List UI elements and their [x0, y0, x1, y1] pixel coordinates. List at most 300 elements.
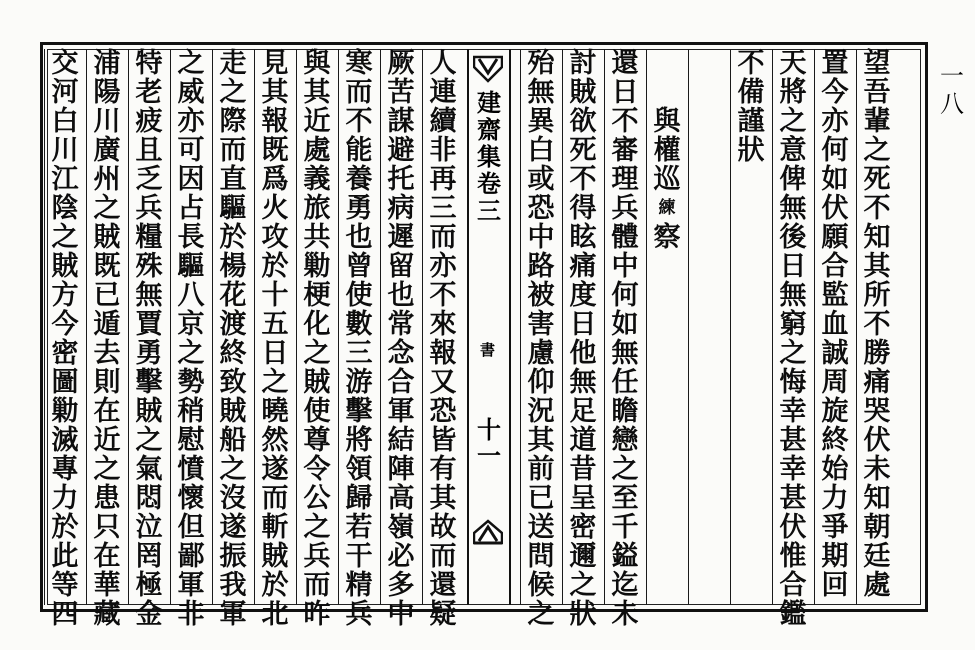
- band-section: 書: [480, 341, 496, 359]
- glyph: 窮: [779, 309, 807, 340]
- glyph: 之: [261, 367, 289, 398]
- glyph: 三: [429, 193, 457, 224]
- band-title-glyph: 集: [477, 142, 501, 171]
- glyph: 瞻: [611, 396, 639, 427]
- glyph: 與: [303, 48, 331, 79]
- text-column-9: [521, 48, 561, 630]
- glyph: 無: [135, 280, 163, 311]
- glyph: 賊: [93, 222, 121, 253]
- glyph: 而: [261, 483, 289, 514]
- glyph: 候: [527, 570, 555, 601]
- glyph: 異: [527, 106, 555, 137]
- glyph: 勦: [51, 396, 79, 427]
- glyph: 之: [219, 77, 247, 108]
- glyph: 來: [429, 309, 457, 340]
- column-rule: [296, 49, 297, 605]
- glyph: 於: [51, 512, 79, 543]
- glyph: 在: [93, 396, 121, 427]
- glyph: 無: [611, 338, 639, 369]
- glyph: 但: [177, 512, 205, 543]
- glyph: 鎰: [611, 541, 639, 572]
- glyph: 無: [569, 367, 597, 398]
- glyph: 賊: [569, 77, 597, 108]
- glyph: 如: [611, 309, 639, 340]
- glyph: 終: [219, 338, 247, 369]
- glyph: 惟: [779, 541, 807, 572]
- glyph: 中: [527, 222, 555, 253]
- glyph: 後: [779, 222, 807, 253]
- band-title-glyph: 三: [477, 196, 501, 225]
- glyph: 擊: [345, 396, 373, 427]
- glyph: 游: [345, 367, 373, 398]
- glyph: 藏: [93, 599, 121, 630]
- glyph: 近: [93, 425, 121, 456]
- glyph: 威: [177, 77, 205, 108]
- glyph: 勝: [863, 338, 891, 369]
- glyph: 誠: [821, 338, 849, 369]
- glyph: 攻: [261, 222, 289, 253]
- glyph: 之: [779, 106, 807, 137]
- glyph: 方: [51, 280, 79, 311]
- fish-tail-bottom-icon: [473, 519, 503, 545]
- glyph: 憤: [177, 454, 205, 485]
- glyph: 知: [863, 483, 891, 514]
- glyph: 去: [93, 338, 121, 369]
- glyph: 無: [779, 193, 807, 224]
- glyph: 之: [93, 193, 121, 224]
- glyph: 爭: [821, 512, 849, 543]
- glyph: 能: [345, 135, 373, 166]
- glyph: 三: [345, 338, 373, 369]
- band-title: [469, 89, 509, 224]
- glyph: 今: [51, 309, 79, 340]
- glyph: 討: [569, 48, 597, 79]
- glyph: 令: [303, 454, 331, 485]
- glyph: 賊: [219, 396, 247, 427]
- glyph: 力: [51, 483, 79, 514]
- glyph: 天: [779, 48, 807, 79]
- glyph: 連: [429, 77, 457, 108]
- glyph: 賊: [51, 251, 79, 282]
- glyph: 之: [219, 454, 247, 485]
- glyph: 監: [821, 280, 849, 311]
- glyph: 爲: [261, 164, 289, 195]
- glyph: 其: [863, 251, 891, 282]
- glyph: 則: [93, 367, 121, 398]
- glyph: 專: [51, 454, 79, 485]
- glyph: 歸: [345, 483, 373, 514]
- glyph: 路: [527, 251, 555, 282]
- glyph: 際: [219, 106, 247, 137]
- glyph: 所: [863, 280, 891, 311]
- text-column-6: [647, 49, 687, 604]
- glyph: 占: [177, 193, 205, 224]
- glyph: 江: [51, 164, 79, 195]
- glyph: 備: [737, 77, 765, 108]
- glyph: 已: [93, 280, 121, 311]
- band-leaf-glyph: 十: [477, 415, 501, 444]
- glyph: 極: [135, 570, 163, 601]
- glyph: 之: [303, 338, 331, 369]
- column-rule: [86, 49, 87, 605]
- glyph: 或: [527, 164, 555, 195]
- glyph: 甚: [779, 425, 807, 456]
- glyph: 始: [821, 454, 849, 485]
- glyph: 苦: [387, 77, 415, 108]
- glyph: 勢: [177, 367, 205, 398]
- glyph: 八: [177, 280, 205, 311]
- glyph: 血: [821, 309, 849, 340]
- column-rule: [814, 49, 815, 605]
- glyph: 中: [387, 599, 415, 630]
- glyph: 悶: [135, 483, 163, 514]
- glyph: 察: [653, 222, 681, 253]
- text-column-13: [297, 48, 337, 630]
- column-rule: [688, 49, 689, 605]
- glyph: 嶺: [387, 512, 415, 543]
- glyph: 巡: [653, 164, 681, 195]
- band-leaf-glyph: 一: [477, 441, 501, 470]
- glyph: 然: [261, 425, 289, 456]
- column-rule: [212, 49, 213, 605]
- glyph: 京: [177, 309, 205, 340]
- glyph: 旅: [303, 193, 331, 224]
- glyph: 之: [177, 48, 205, 79]
- glyph: 回: [821, 570, 849, 601]
- glyph: 船: [219, 425, 247, 456]
- glyph: 厥: [387, 48, 415, 79]
- glyph: 遂: [261, 454, 289, 485]
- glyph: 合: [779, 570, 807, 601]
- glyph: 與: [653, 106, 681, 137]
- glyph: 體: [611, 222, 639, 253]
- glyph: 亦: [821, 106, 849, 137]
- glyph: 害: [527, 309, 555, 340]
- column-rule: [730, 49, 731, 605]
- glyph: 長: [177, 222, 205, 253]
- glyph: 而: [303, 570, 331, 601]
- glyph: 道: [569, 425, 597, 456]
- glyph: 擊: [135, 367, 163, 398]
- glyph: 續: [429, 106, 457, 137]
- glyph: 周: [821, 367, 849, 398]
- glyph: 公: [303, 483, 331, 514]
- glyph: 在: [93, 541, 121, 572]
- glyph: 伏: [779, 512, 807, 543]
- glyph: 無: [527, 77, 555, 108]
- glyph: 曾: [345, 251, 373, 282]
- glyph: 走: [219, 48, 247, 79]
- glyph: 期: [821, 541, 849, 572]
- glyph: 十: [261, 280, 289, 311]
- glyph: 又: [429, 367, 457, 398]
- glyph: 處: [303, 135, 331, 166]
- glyph: 軍: [177, 570, 205, 601]
- center-band: [467, 49, 511, 605]
- glyph: 避: [387, 135, 415, 166]
- glyph: 勇: [135, 338, 163, 369]
- glyph: 使: [345, 280, 373, 311]
- glyph: 疲: [135, 106, 163, 137]
- glyph: 既: [93, 251, 121, 282]
- glyph: 四: [51, 599, 79, 630]
- glyph: 兵: [611, 193, 639, 224]
- glyph: 勇: [345, 193, 373, 224]
- glyph: 密: [51, 338, 79, 369]
- glyph: 共: [303, 222, 331, 253]
- glyph: 呈: [569, 483, 597, 514]
- glyph: 驅: [219, 193, 247, 224]
- glyph: 吾: [863, 77, 891, 108]
- glyph: 廣: [93, 135, 121, 166]
- glyph: 殊: [135, 251, 163, 282]
- glyph: 況: [527, 396, 555, 427]
- glyph: 多: [387, 570, 415, 601]
- column-rule: [338, 49, 339, 605]
- glyph: 陣: [387, 454, 415, 485]
- glyph: 願: [821, 222, 849, 253]
- text-column-15: [213, 48, 253, 630]
- glyph: 慰: [177, 425, 205, 456]
- text-column-7: [605, 48, 645, 630]
- text-column-1: [857, 49, 897, 604]
- glyph: 合: [821, 251, 849, 282]
- glyph: 驅: [177, 251, 205, 282]
- glyph: 遂: [219, 512, 247, 543]
- glyph: 之: [303, 512, 331, 543]
- glyph: 特: [135, 48, 163, 79]
- glyph: 非: [177, 599, 205, 630]
- glyph: 意: [779, 135, 807, 166]
- glyph: 欲: [569, 106, 597, 137]
- glyph: 留: [387, 251, 415, 282]
- glyph: 而: [429, 541, 457, 572]
- glyph: 其: [303, 77, 331, 108]
- glyph: 高: [387, 483, 415, 514]
- glyph: 知: [863, 222, 891, 253]
- glyph: 見: [261, 48, 289, 79]
- glyph: 未: [611, 599, 639, 630]
- glyph: 報: [261, 106, 289, 137]
- column-rule: [128, 49, 129, 605]
- glyph: 於: [261, 570, 289, 601]
- glyph: 川: [93, 106, 121, 137]
- glyph: 致: [219, 367, 247, 398]
- page-number: [937, 62, 967, 118]
- text-column-10: [423, 48, 463, 630]
- glyph: 何: [611, 280, 639, 311]
- glyph: 直: [219, 164, 247, 195]
- glyph: 日: [569, 309, 597, 340]
- glyph: 而: [345, 77, 373, 108]
- glyph: 也: [345, 222, 373, 253]
- glyph: 寒: [345, 48, 373, 79]
- glyph: 力: [821, 483, 849, 514]
- text-column-8: [563, 48, 603, 630]
- glyph: 謹: [737, 106, 765, 137]
- glyph: 精: [345, 570, 373, 601]
- glyph: 北: [261, 599, 289, 630]
- glyph: 死: [863, 164, 891, 195]
- glyph: 其: [429, 483, 457, 514]
- glyph: 置: [821, 48, 849, 79]
- glyph: 殆: [527, 48, 555, 79]
- glyph: 之: [569, 570, 597, 601]
- glyph: 疑: [429, 599, 457, 630]
- text-column-14: [255, 48, 295, 630]
- glyph: 念: [387, 338, 415, 369]
- glyph: 中: [611, 251, 639, 282]
- glyph: 火: [261, 193, 289, 224]
- glyph: 日: [779, 251, 807, 282]
- glyph: 亦: [177, 106, 205, 137]
- glyph: 權: [653, 135, 681, 166]
- glyph: 合: [387, 367, 415, 398]
- glyph: 五: [261, 309, 289, 340]
- text-column-19: [45, 48, 85, 630]
- column-rule: [604, 49, 605, 605]
- glyph: 非: [429, 135, 457, 166]
- glyph: 邇: [569, 541, 597, 572]
- glyph: 川: [51, 135, 79, 166]
- band-title-glyph: 卷: [477, 169, 501, 198]
- glyph: 斬: [261, 512, 289, 543]
- glyph: 鑑: [779, 599, 807, 630]
- glyph: 乏: [135, 164, 163, 195]
- glyph: 浦: [93, 48, 121, 79]
- glyph: 州: [93, 164, 121, 195]
- glyph: 未: [863, 454, 891, 485]
- glyph: 不: [345, 106, 373, 137]
- glyph: 賈: [135, 309, 163, 340]
- glyph: 日: [261, 338, 289, 369]
- glyph: 之: [177, 338, 205, 369]
- text-column-17: [129, 48, 169, 630]
- glyph: 仰: [527, 367, 555, 398]
- glyph: 陰: [51, 193, 79, 224]
- band-title-glyph: 建: [477, 88, 501, 117]
- text-column-16: [171, 48, 211, 630]
- glyph: 其: [261, 77, 289, 108]
- glyph: 密: [569, 512, 597, 543]
- glyph: 因: [177, 164, 205, 195]
- glyph: 化: [303, 309, 331, 340]
- column-rule: [254, 49, 255, 605]
- glyph: 人: [429, 48, 457, 79]
- glyph: 何: [821, 135, 849, 166]
- glyph: 鄙: [177, 541, 205, 572]
- text-column-2: [815, 49, 855, 604]
- glyph: 糧: [135, 222, 163, 253]
- glyph: 恐: [527, 193, 555, 224]
- glyph: 至: [611, 483, 639, 514]
- glyph: 將: [779, 77, 807, 108]
- glyph: 近: [303, 106, 331, 137]
- glyph: 之: [51, 222, 79, 253]
- glyph: 使: [303, 396, 331, 427]
- glyph: 而: [429, 222, 457, 253]
- glyph: 昨: [303, 599, 331, 630]
- glyph: 楊: [219, 251, 247, 282]
- glyph: 等: [51, 570, 79, 601]
- page-number-glyph: 八: [940, 90, 964, 118]
- glyph: 軍: [387, 396, 415, 427]
- glyph: 審: [611, 135, 639, 166]
- text-column-5: [689, 49, 729, 604]
- glyph: 且: [135, 135, 163, 166]
- column-rule: [170, 49, 171, 605]
- glyph: 懷: [177, 483, 205, 514]
- glyph: 狀: [569, 599, 597, 630]
- glyph: 終: [821, 425, 849, 456]
- interlinear-note: 練: [658, 198, 676, 218]
- glyph: 沒: [219, 483, 247, 514]
- glyph: 金: [135, 599, 163, 630]
- glyph: 兵: [345, 599, 373, 630]
- glyph: 罔: [135, 541, 163, 572]
- glyph: 故: [429, 512, 457, 543]
- text-column-18: [87, 48, 127, 630]
- glyph: 干: [345, 541, 373, 572]
- page-number-glyph: 一: [940, 62, 964, 90]
- glyph: 旋: [821, 396, 849, 427]
- glyph: 將: [345, 425, 373, 456]
- glyph: 曉: [261, 396, 289, 427]
- glyph: 今: [821, 77, 849, 108]
- glyph: 氣: [135, 454, 163, 485]
- glyph: 送: [527, 512, 555, 543]
- glyph: 被: [527, 280, 555, 311]
- glyph: 此: [51, 541, 79, 572]
- glyph: 賊: [303, 367, 331, 398]
- glyph: 必: [387, 541, 415, 572]
- glyph: 伏: [821, 193, 849, 224]
- glyph: 痛: [863, 367, 891, 398]
- glyph: 其: [527, 425, 555, 456]
- glyph: 甚: [779, 483, 807, 514]
- glyph: 不: [863, 193, 891, 224]
- glyph: 有: [429, 454, 457, 485]
- glyph: 兵: [303, 541, 331, 572]
- glyph: 病: [387, 193, 415, 224]
- text-column-12: [339, 48, 379, 630]
- column-rule: [772, 49, 773, 605]
- column-rule: [856, 49, 857, 605]
- glyph: 昔: [569, 454, 597, 485]
- glyph: 度: [569, 280, 597, 311]
- glyph: 常: [387, 309, 415, 340]
- glyph: 泣: [135, 512, 163, 543]
- glyph: 不: [569, 164, 597, 195]
- glyph: 前: [527, 454, 555, 485]
- glyph: 花: [219, 280, 247, 311]
- glyph: 梗: [303, 280, 331, 311]
- glyph: 幸: [779, 396, 807, 427]
- glyph: 任: [611, 367, 639, 398]
- column-rule: [520, 49, 521, 605]
- glyph: 我: [219, 570, 247, 601]
- glyph: 於: [219, 222, 247, 253]
- glyph: 白: [527, 135, 555, 166]
- glyph: 振: [219, 541, 247, 572]
- glyph: 也: [387, 280, 415, 311]
- text-column-4: [731, 49, 771, 604]
- column-rule: [646, 49, 647, 605]
- glyph: 戀: [611, 425, 639, 456]
- glyph: 不: [863, 309, 891, 340]
- glyph: 之: [527, 599, 555, 630]
- glyph: 如: [821, 164, 849, 195]
